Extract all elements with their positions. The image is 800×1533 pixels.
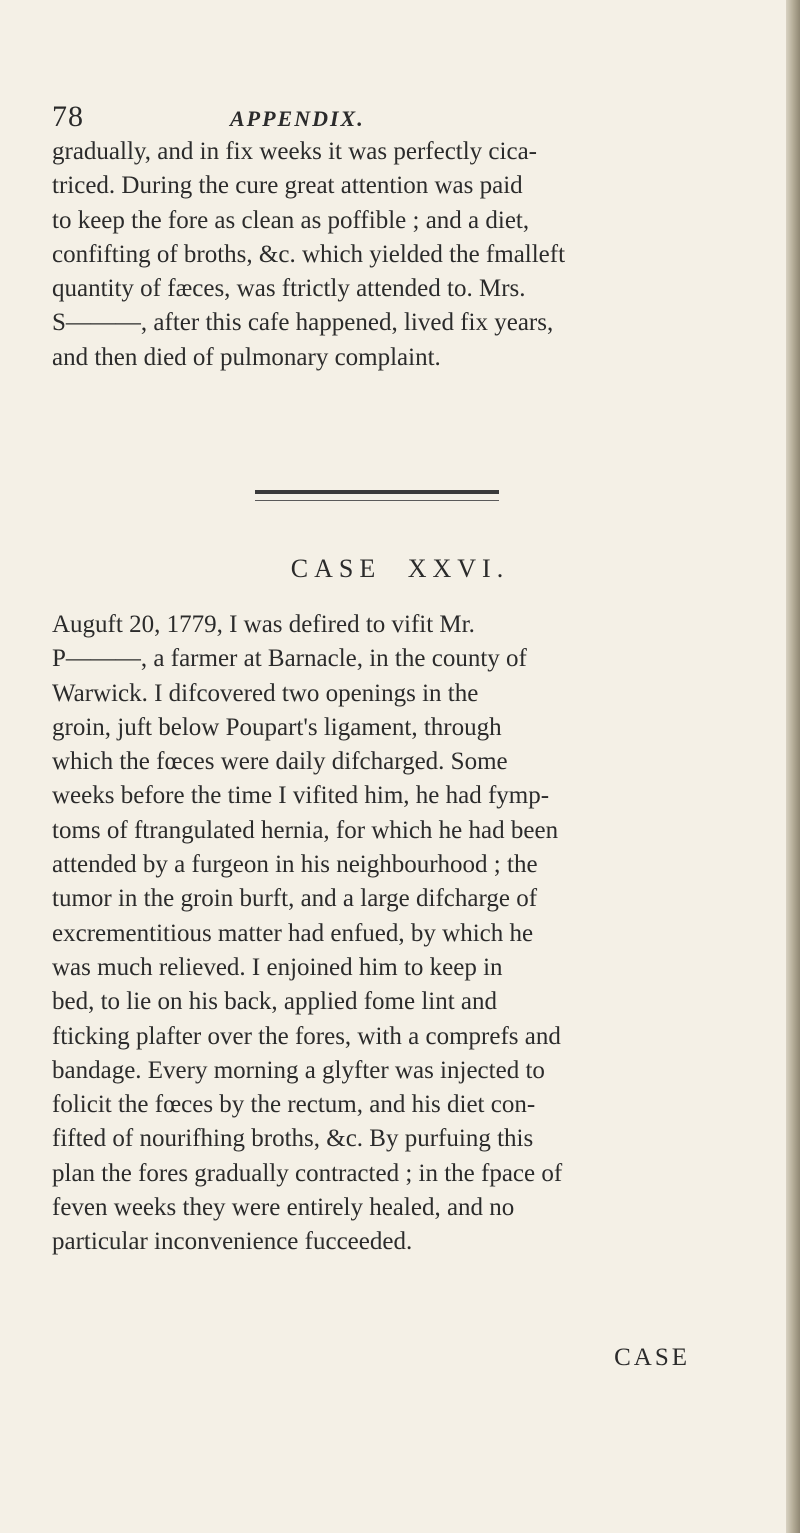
page-number: 78 [52, 100, 84, 133]
page-header [52, 100, 752, 140]
case-heading: CASE XXVI. [290, 554, 510, 583]
section-divider-thick [255, 490, 499, 494]
section-divider-thin [255, 500, 499, 501]
case-paragraph: Auguft 20, 1779, I was defired to vifit Mr. P———, a farmer at Barnacle, in the county of Warwick. I difcovered two openings in the groin, juft below Poupart's ligament, through which the fœces were daily difcharged. Some weeks before the time I vifited him, he had fymp- toms of ftrangulated hernia, for which he had been attended by a furgeon in his neighbourhood ; the tumor in the groin burft, and a large difcharge of excrementitious matter had enfued, by which he was much relieved. I enjoined him to keep in bed, to lie on his back, applied fome lint and fticking plafter over the fores, with a comprefs and bandage. Every morning a glyfter was injected to folicit the fœces by the rectum, and his diet con- fifted of nourifhing broths, &c. By purfuing this plan the fores gradually contracted ; in the fpace of feven weeks they were entirely healed, and no particular inconvenience fucceeded. [52, 611, 563, 1256]
paragraph-continuation: gradually, and in fix weeks it was perfectly cica- triced. During the cure great attention was paid to keep the fore as clean as poffible ; and a diet, confifting of broths, &c. which yielded the fmalleft quantity of fæces, was ftrictly attended to. Mrs. S———, after this cafe happened, lived fix years, and then died of pulmonary complaint. [52, 138, 566, 371]
running-head: APPENDIX. [230, 106, 365, 131]
page-edge [786, 0, 800, 1533]
catchword: CASE [614, 1344, 690, 1371]
